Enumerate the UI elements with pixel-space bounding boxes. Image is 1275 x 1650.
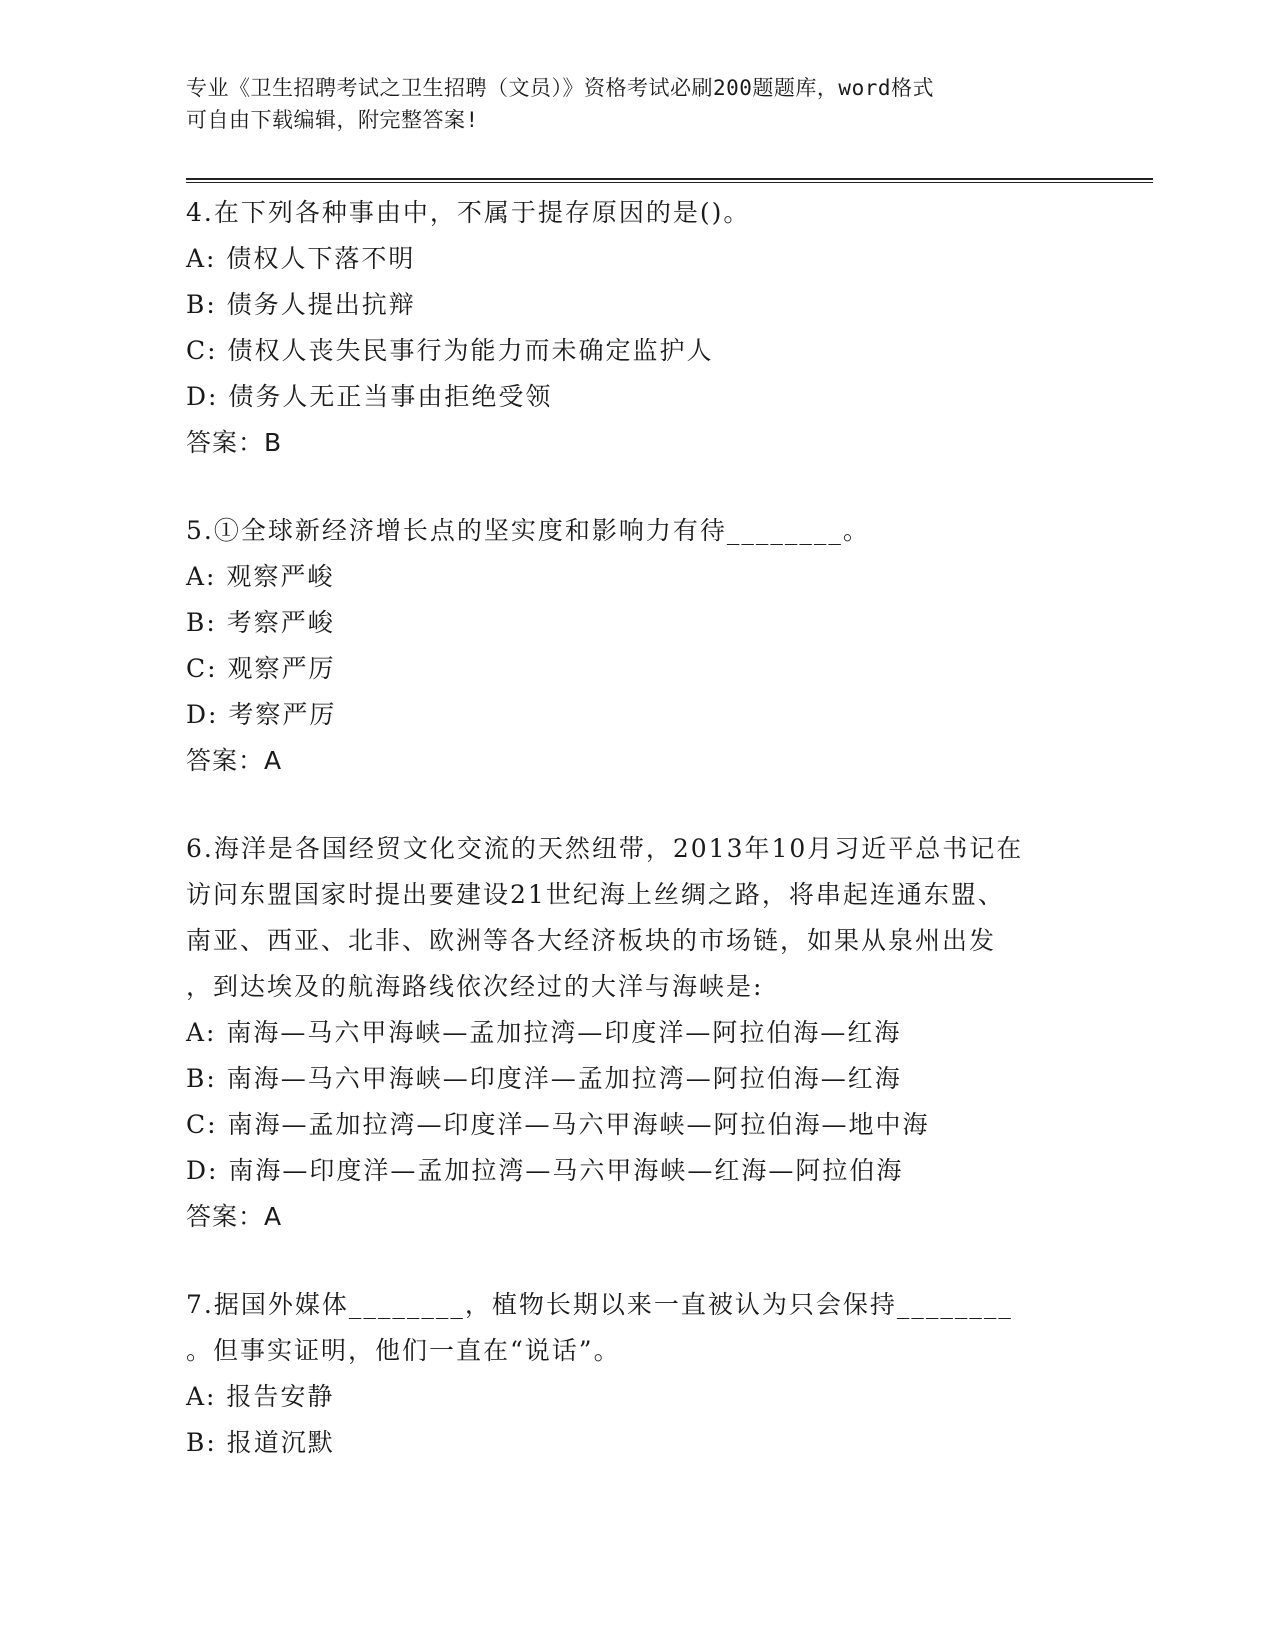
option-b: B: 南海—马六甲海峡—印度洋—孟加拉湾—阿拉伯海—红海 [186, 1064, 902, 1093]
question-stem: 4.在下列各种事由中，不属于提存原因的是()。 [186, 198, 751, 227]
option-d: D: 南海—印度洋—孟加拉湾—马六甲海峡—红海—阿拉伯海 [186, 1156, 904, 1185]
header-rule-thick [186, 178, 1153, 180]
answer-label: 答案：B [186, 428, 283, 457]
option-b: B: 债务人提出抗辩 [186, 290, 416, 319]
option-c: C: 南海—孟加拉湾—印度洋—马六甲海峡—阿拉伯海—地中海 [186, 1110, 930, 1139]
question-stem-line: 7.据国外媒体________，植物长期以来一直被认为只会保持________ [186, 1290, 1013, 1319]
option-a: A: 债权人下落不明 [186, 244, 416, 273]
question-stem-line: 南亚、西亚、北非、欧洲等各大经济板块的市场链，如果从泉州出发 [186, 926, 997, 955]
option-c: C: 观察严厉 [186, 654, 336, 683]
question-block [186, 826, 1086, 1240]
option-b: B: 考察严峻 [186, 608, 335, 637]
document-header [186, 72, 1066, 136]
header-rule-thin [186, 182, 1153, 183]
option-a: A: 南海—马六甲海峡—孟加拉湾—印度洋—阿拉伯海—红海 [186, 1018, 902, 1047]
header-line-2: 可自由下载编辑，附完整答案! [186, 108, 479, 132]
question-block [186, 508, 1086, 784]
option-a: A: 报告安静 [186, 1382, 335, 1411]
header-line-1: 专业《卫生招聘考试之卫生招聘（文员）》资格考试必刷200题题库，word格式 [186, 76, 934, 100]
answer-label: 答案：A [186, 746, 283, 775]
option-d: D: 考察严厉 [186, 700, 337, 729]
question-stem-line: ，到达埃及的航海路线依次经过的大洋与海峡是: [186, 972, 764, 1001]
question-stem-line: 。但事实证明，他们一直在“说话”。 [186, 1336, 621, 1365]
question-stem-line: 访问东盟国家时提出要建设21世纪海上丝绸之路，将串起连通东盟、 [186, 880, 1005, 909]
question-list [186, 190, 1086, 1466]
question-block [186, 190, 1086, 466]
question-block [186, 1282, 1086, 1466]
option-c: C: 债权人丧失民事行为能力而未确定监护人 [186, 336, 714, 365]
question-stem-line: 6.海洋是各国经贸文化交流的天然纽带，2013年10月习近平总书记在 [186, 834, 1024, 863]
option-a: A: 观察严峻 [186, 562, 335, 591]
option-b: B: 报道沉默 [186, 1428, 335, 1457]
question-stem: 5.①全球新经济增长点的坚实度和影响力有待________。 [186, 516, 870, 545]
option-d: D: 债务人无正当事由拒绝受领 [186, 382, 553, 411]
answer-label: 答案：A [186, 1202, 283, 1231]
